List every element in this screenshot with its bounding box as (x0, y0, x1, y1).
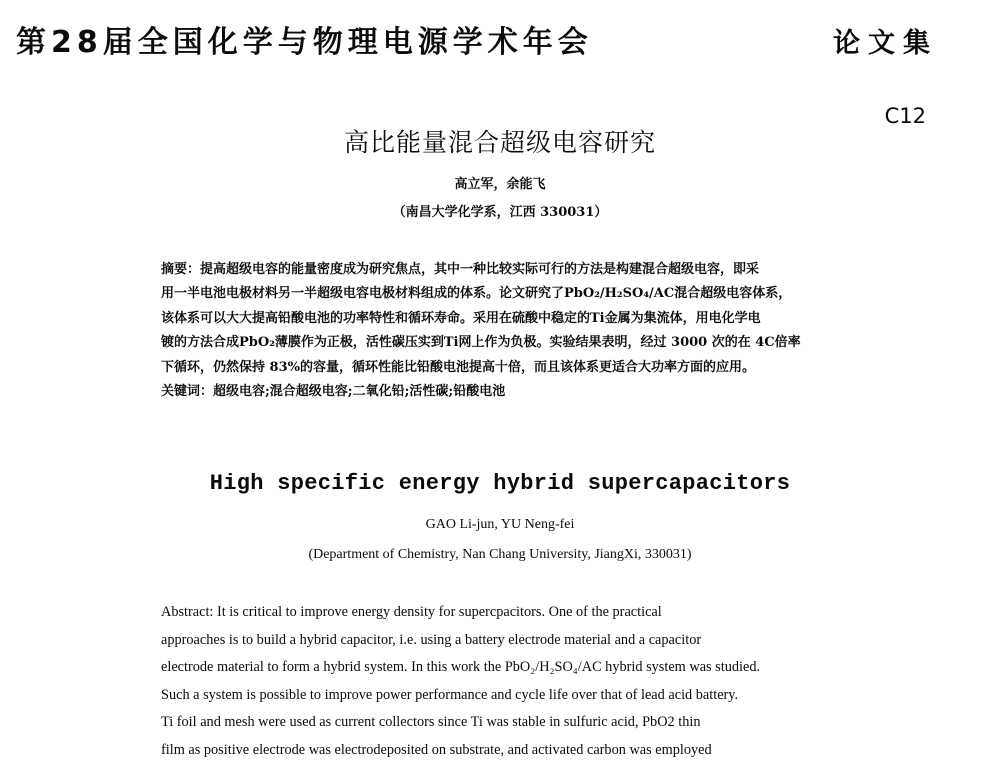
conference-title: 第28届全国化学与物理电源学术年会 (16, 25, 593, 60)
chinese-title: 高比能量混合超级电容研究 (343, 128, 656, 157)
english-abstract-line: Abstract: It is critical to improve energy density for supercpacitors. One of the practical (161, 604, 662, 620)
chinese-keywords: 关键词：超级电容;混合超级电容;二氧化铅;活性碳;铅酸电池 (161, 383, 506, 399)
chinese-abstract-line: 镀的方法合成PbO₂薄膜作为正极，活性碳压实到Ti网上作为负极。实验结果表明，经过 3000 次的在 4C倍率 (161, 335, 801, 351)
english-abstract-line: Ti foil and mesh were used as current collectors since Ti was stable in sulfuric acid, PbO2 thin (161, 714, 701, 731)
paper-code: C12 (884, 104, 926, 128)
chinese-abstract-line: 用一半电池电极材料另一半超级电容电极材料组成的体系。论文研究了PbO₂/H₂SO₄/AC混合超级电容体系， (161, 286, 792, 302)
english-affiliation: (Department of Chemistry, Nan Chang University, JiangXi, 330031) (308, 547, 692, 562)
english-abstract (161, 599, 881, 765)
chinese-abstract-line: 摘要：提高超级电容的能量密度成为研究焦点，其中一种比较实际可行的方法是构建混合超级电容，即采 (161, 262, 760, 277)
chinese-authors: 高立军，余能飞 (454, 177, 546, 192)
chinese-abstract-line: 该体系可以大大提高铅酸电池的功率特性和循环寿命。采用在硫酸中稳定的Ti金属为集流体，用电化学电 (161, 310, 761, 326)
english-abstract-line: film as positive electrode was electrodeposited on substrate, and activated carbon was employed (161, 741, 712, 758)
proceedings-label: 论文集 (833, 28, 938, 59)
chinese-affiliation: （南昌大学化学系，江西 330031） (392, 205, 608, 220)
english-abstract-line: Such a system is possible to improve power performance and cycle life over that of lead acid battery. (161, 686, 739, 703)
english-authors: GAO Li-jun, YU Neng-fei (425, 517, 575, 532)
chinese-abstract (161, 258, 881, 404)
chinese-abstract-line: 下循环，仍然保持 83%的容量，循环性能比铅酸电池提高十倍，而且该体系更适合大功率方面的应用。 (161, 359, 755, 375)
english-abstract-line: electrode material to form a hybrid system. In this work the PbO₂/H₂SO₄/AC hybrid system was studied. (161, 659, 761, 676)
english-abstract-line: approaches is to build a hybrid capacitor, i.e. using a battery electrode material and a capacitor (161, 631, 702, 648)
english-title: High specific energy hybrid supercapacitors (209, 471, 791, 496)
